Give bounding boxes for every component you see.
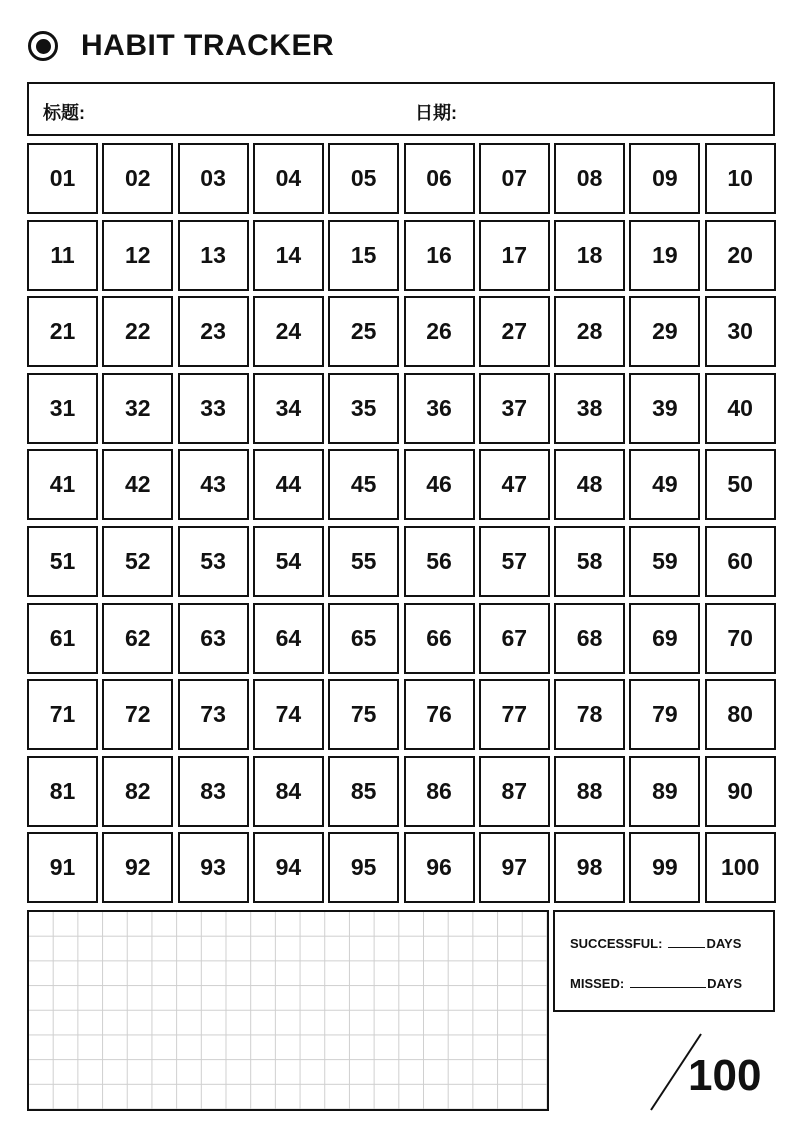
day-cell[interactable]: 11: [27, 220, 98, 291]
day-cell[interactable]: 40: [705, 373, 776, 444]
day-cell[interactable]: 95: [328, 832, 399, 903]
day-cell[interactable]: 16: [404, 220, 475, 291]
day-cell[interactable]: 65: [328, 603, 399, 674]
day-cell[interactable]: 23: [178, 296, 249, 367]
day-cell[interactable]: 99: [629, 832, 700, 903]
day-cell[interactable]: 80: [705, 679, 776, 750]
day-cell[interactable]: 05: [328, 143, 399, 214]
total-fraction: [645, 1030, 775, 1114]
day-cell[interactable]: 47: [479, 449, 550, 520]
day-cell[interactable]: 56: [404, 526, 475, 597]
day-cell[interactable]: 75: [328, 679, 399, 750]
day-cell[interactable]: 10: [705, 143, 776, 214]
radio-dot: [36, 39, 51, 54]
missed-label: MISSED:: [570, 976, 625, 991]
day-cell[interactable]: 18: [554, 220, 625, 291]
day-cell[interactable]: 93: [178, 832, 249, 903]
missed-row: [570, 976, 742, 991]
day-cell[interactable]: 91: [27, 832, 98, 903]
day-cell[interactable]: 39: [629, 373, 700, 444]
radio-selected-icon: [28, 31, 58, 61]
day-cell[interactable]: 66: [404, 603, 475, 674]
day-cell[interactable]: 86: [404, 756, 475, 827]
missed-days-unit: DAYS: [707, 976, 743, 991]
day-cell[interactable]: 78: [554, 679, 625, 750]
day-cell[interactable]: 29: [629, 296, 700, 367]
day-cell[interactable]: 46: [404, 449, 475, 520]
notes-grid-area[interactable]: [27, 910, 549, 1111]
stats-box: [553, 910, 775, 1012]
day-cell[interactable]: 77: [479, 679, 550, 750]
day-cell[interactable]: 13: [178, 220, 249, 291]
day-cell[interactable]: 37: [479, 373, 550, 444]
day-cell[interactable]: 17: [479, 220, 550, 291]
day-cell[interactable]: 01: [27, 143, 98, 214]
day-cell[interactable]: 44: [253, 449, 324, 520]
day-cell[interactable]: 22: [102, 296, 173, 367]
day-cell[interactable]: 42: [102, 449, 173, 520]
page-title: HABIT TRACKER: [81, 29, 335, 62]
day-cell[interactable]: 85: [328, 756, 399, 827]
day-cell[interactable]: 07: [479, 143, 550, 214]
day-cell[interactable]: 34: [253, 373, 324, 444]
day-cell[interactable]: 59: [629, 526, 700, 597]
day-cell[interactable]: 69: [629, 603, 700, 674]
missed-blank[interactable]: [630, 986, 706, 988]
day-cell[interactable]: 48: [554, 449, 625, 520]
day-cell[interactable]: 14: [253, 220, 324, 291]
day-cell[interactable]: 71: [27, 679, 98, 750]
day-cell[interactable]: 58: [554, 526, 625, 597]
day-cell[interactable]: 31: [27, 373, 98, 444]
day-cell[interactable]: 38: [554, 373, 625, 444]
successful-row: [570, 936, 741, 951]
day-cell[interactable]: 26: [404, 296, 475, 367]
day-cell[interactable]: 49: [629, 449, 700, 520]
day-cell[interactable]: 92: [102, 832, 173, 903]
date-label[interactable]: 日期:: [415, 103, 457, 123]
successful-blank[interactable]: [668, 946, 705, 948]
day-cell[interactable]: 61: [27, 603, 98, 674]
total-value: 100: [688, 1051, 762, 1100]
day-cell[interactable]: 90: [705, 756, 776, 827]
day-cell[interactable]: 04: [253, 143, 324, 214]
day-cell[interactable]: 09: [629, 143, 700, 214]
day-cell[interactable]: 25: [328, 296, 399, 367]
day-cell[interactable]: 60: [705, 526, 776, 597]
day-cell[interactable]: 03: [178, 143, 249, 214]
day-cell[interactable]: 64: [253, 603, 324, 674]
day-cell[interactable]: 51: [27, 526, 98, 597]
day-cell[interactable]: 67: [479, 603, 550, 674]
day-cell[interactable]: 36: [404, 373, 475, 444]
day-cell[interactable]: 79: [629, 679, 700, 750]
day-cell[interactable]: 28: [554, 296, 625, 367]
day-cell[interactable]: 81: [27, 756, 98, 827]
day-cell[interactable]: 15: [328, 220, 399, 291]
day-cell[interactable]: 53: [178, 526, 249, 597]
day-cell[interactable]: 20: [705, 220, 776, 291]
successful-days-unit: DAYS: [706, 936, 742, 951]
day-cell[interactable]: 72: [102, 679, 173, 750]
day-cell[interactable]: 21: [27, 296, 98, 367]
day-cell[interactable]: 63: [178, 603, 249, 674]
day-cell[interactable]: 70: [705, 603, 776, 674]
day-cell[interactable]: 76: [404, 679, 475, 750]
day-cell[interactable]: 97: [479, 832, 550, 903]
day-cell[interactable]: 84: [253, 756, 324, 827]
day-cell[interactable]: 50: [705, 449, 776, 520]
day-cell[interactable]: 82: [102, 756, 173, 827]
day-cell[interactable]: 08: [554, 143, 625, 214]
day-cell[interactable]: 06: [404, 143, 475, 214]
day-cell[interactable]: 98: [554, 832, 625, 903]
day-cell[interactable]: 89: [629, 756, 700, 827]
day-cell[interactable]: 54: [253, 526, 324, 597]
day-cell[interactable]: 87: [479, 756, 550, 827]
day-cell[interactable]: 32: [102, 373, 173, 444]
day-cell[interactable]: 27: [479, 296, 550, 367]
day-cell[interactable]: 02: [102, 143, 173, 214]
day-cell[interactable]: 57: [479, 526, 550, 597]
day-cell[interactable]: 83: [178, 756, 249, 827]
day-cell[interactable]: 33: [178, 373, 249, 444]
day-cell[interactable]: 94: [253, 832, 324, 903]
day-cell[interactable]: 35: [328, 373, 399, 444]
day-cell[interactable]: 62: [102, 603, 173, 674]
day-cell[interactable]: 30: [705, 296, 776, 367]
day-cell[interactable]: 41: [27, 449, 98, 520]
title-label[interactable]: 标题:: [43, 103, 85, 123]
successful-label: SUCCESSFUL:: [570, 936, 663, 951]
page-header: [28, 26, 334, 66]
day-cell[interactable]: 43: [178, 449, 249, 520]
day-cell[interactable]: 45: [328, 449, 399, 520]
day-cell[interactable]: 68: [554, 603, 625, 674]
day-cell[interactable]: 12: [102, 220, 173, 291]
day-cell[interactable]: 73: [178, 679, 249, 750]
day-cell[interactable]: 55: [328, 526, 399, 597]
day-cell[interactable]: 19: [629, 220, 700, 291]
day-cell[interactable]: 24: [253, 296, 324, 367]
day-cell[interactable]: 88: [554, 756, 625, 827]
day-cell[interactable]: 100: [705, 832, 776, 903]
day-cell[interactable]: 52: [102, 526, 173, 597]
day-cell[interactable]: 96: [404, 832, 475, 903]
title-date-box: [27, 82, 775, 136]
day-cell[interactable]: 74: [253, 679, 324, 750]
